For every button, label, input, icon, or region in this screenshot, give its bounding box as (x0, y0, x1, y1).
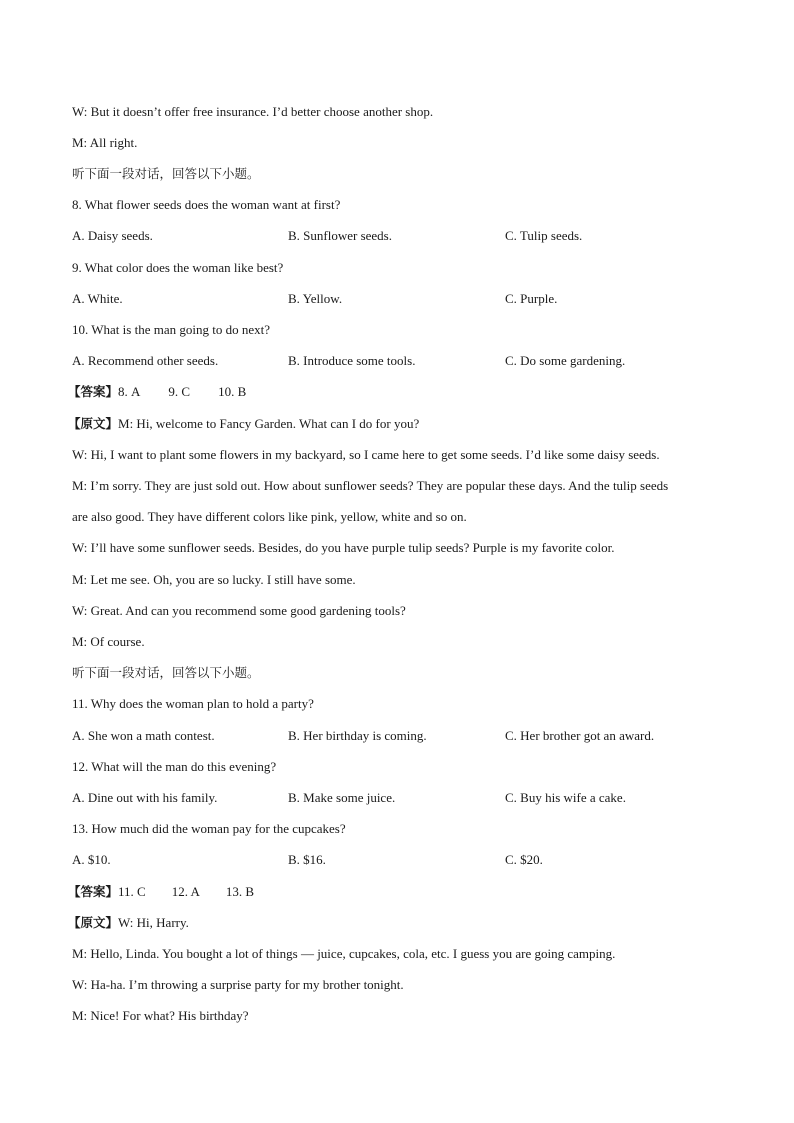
transcript-line: M: I’m sorry. They are just sold out. How about sunflower seeds? They are popular these days. And the tulip seeds (72, 478, 669, 493)
answer-9: 9. C (168, 384, 191, 399)
question-8: 8. What flower seeds does the woman want at first? (72, 197, 341, 212)
question-12: 12. What will the man do this evening? (72, 759, 277, 774)
answer-8: 8. A (118, 384, 141, 399)
original-label: 【原文】 (68, 915, 119, 930)
option-9a: A. White. (72, 291, 123, 306)
option-13a: A. $10. (72, 852, 111, 867)
transcript-line: M: Of course. (72, 634, 145, 649)
section-heading: 听下面一段对话，回答以下小题。 (72, 166, 260, 181)
option-9b: B. Yellow. (288, 291, 343, 306)
option-8a: A. Daisy seeds. (72, 228, 153, 243)
option-13c: C. $20. (505, 852, 543, 867)
transcript-line: W: Ha-ha. I’m throwing a surprise party for my brother tonight. (72, 977, 404, 992)
question-11: 11. Why does the woman plan to hold a party? (72, 696, 314, 711)
question-9: 9. What color does the woman like best? (72, 260, 284, 275)
transcript-line: W: Hi, I want to plant some flowers in my backyard, so I came here to get some seeds. I’d like some daisy seeds. (72, 447, 660, 462)
option-11c: C. Her brother got an award. (505, 728, 655, 743)
transcript-line: W: I’ll have some sunflower seeds. Besides, do you have purple tulip seeds? Purple is my favorite color. (72, 540, 615, 555)
answer-label: 【答案】 (68, 884, 119, 899)
option-12a: A. Dine out with his family. (72, 790, 218, 805)
option-10b: B. Introduce some tools. (288, 353, 416, 368)
answer-13: 13. B (225, 884, 255, 899)
option-13b: B. $16. (288, 852, 326, 867)
option-10c: C. Do some gardening. (505, 353, 626, 368)
option-9c: C. Purple. (505, 291, 558, 306)
option-11b: B. Her birthday is coming. (288, 728, 427, 743)
transcript-line (68, 416, 419, 432)
transcript-line: are also good. They have different colors like pink, yellow, white and so on. (72, 509, 467, 524)
answer-line (68, 384, 246, 400)
transcript-line: M: Let me see. Oh, you are so lucky. I still have some. (72, 572, 356, 587)
answer-label: 【答案】 (68, 384, 119, 399)
option-11a: A. She won a math contest. (72, 728, 215, 743)
transcript-text: M: Hi, welcome to Fancy Garden. What can I do for you? (118, 416, 420, 431)
transcript-line: M: Hello, Linda. You bought a lot of things — juice, cupcakes, cola, etc. I guess you are going camping. (72, 946, 616, 961)
answer-line (68, 884, 254, 900)
answer-11: 11. C (118, 884, 146, 899)
option-12b: B. Make some juice. (288, 790, 396, 805)
option-8b: B. Sunflower seeds. (288, 228, 392, 243)
transcript-text: W: Hi, Harry. (118, 915, 189, 930)
answer-10: 10. B (218, 384, 247, 399)
original-label: 【原文】 (68, 416, 119, 431)
option-12c: C. Buy his wife a cake. (505, 790, 626, 805)
answer-12: 12. A (171, 884, 200, 899)
transcript-line: W: But it doesn’t offer free insurance. I’d better choose another shop. (72, 104, 434, 119)
question-13: 13. How much did the woman pay for the cupcakes? (72, 821, 346, 836)
transcript-line: M: All right. (72, 135, 138, 150)
section-heading: 听下面一段对话，回答以下小题。 (72, 665, 260, 680)
transcript-line: W: Great. And can you recommend some good gardening tools? (72, 603, 406, 618)
option-10a: A. Recommend other seeds. (72, 353, 219, 368)
option-8c: C. Tulip seeds. (505, 228, 583, 243)
transcript-line (68, 915, 189, 931)
transcript-line: M: Nice! For what? His birthday? (72, 1008, 249, 1023)
question-10: 10. What is the man going to do next? (72, 322, 270, 337)
